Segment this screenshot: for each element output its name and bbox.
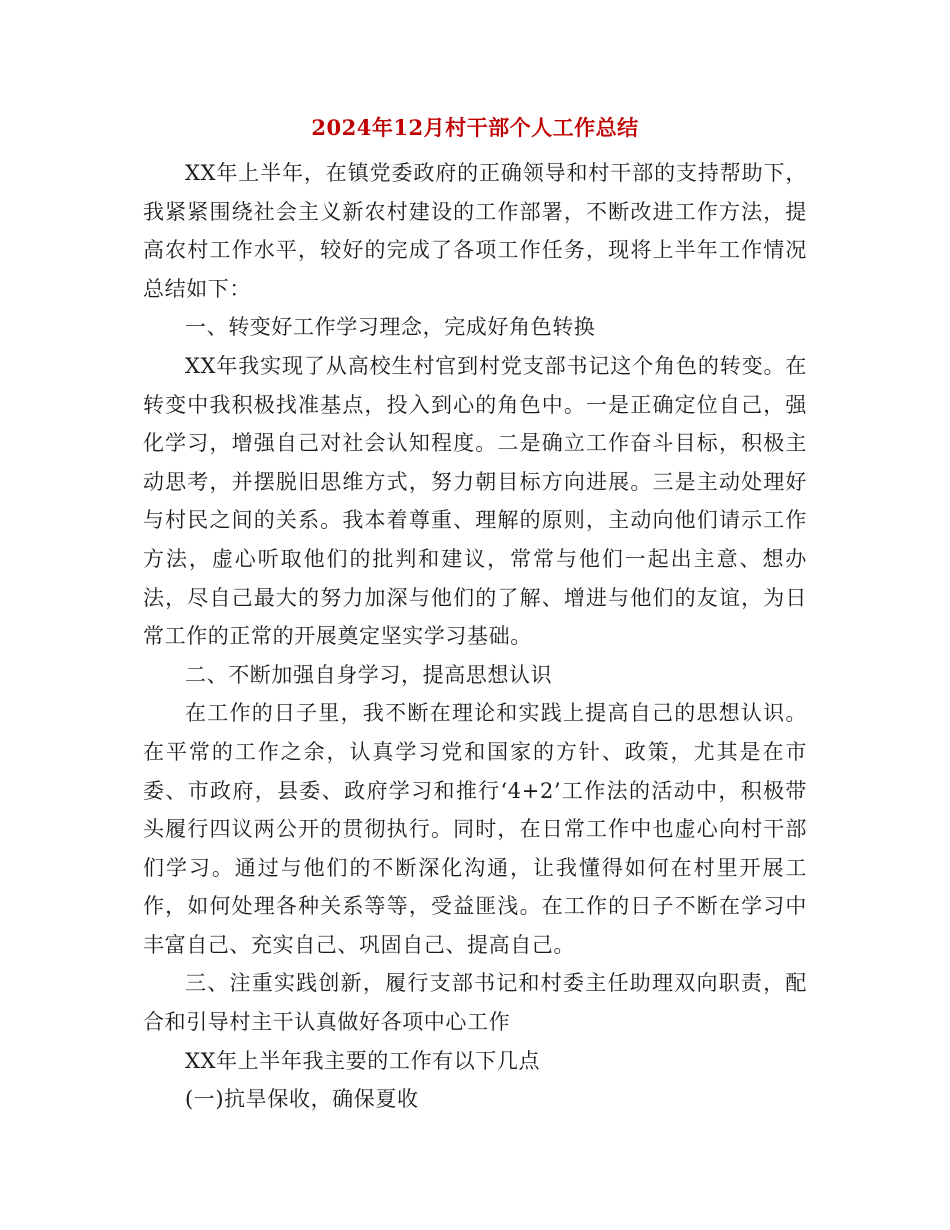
intro-paragraph: XX年上半年，在镇党委政府的正确领导和村干部的支持帮助下，我紧紧围绕社会主义新农村建设的工作部署，不断改进工作方法，提高农村工作水平，较好的完成了各项工作任务，现将上半年工作情况总结如下： [143, 161, 807, 301]
section-3-intro: XX年上半年我主要的工作有以下几点 [185, 1048, 541, 1073]
document-title: 2024年12月村干部个人工作总结 [311, 115, 639, 140]
subsection-heading-1: (一)抗旱保收，确保夏收 [185, 1087, 419, 1112]
section-2-paragraph: 在工作的日子里，我不断在理论和实践上提高自己的思想认识。在平常的工作之余，认真学习党和国家的方针、政策，尤其是在市委、市政府，县委、政府学习和推行‘4+2’工作法的活动中，积极带头履行四议两公开的贯彻执行。同时，在日常工作中也虚心向村干部们学习。通过与他们的不断深化沟通，让我懂得如何在村里开展工作，如何处理各种关系等等，受益匪浅。在工作的日子不断在学习中丰富自己、充实自己、巩固自己、提高自己。 [143, 701, 807, 957]
section-heading-3: 三、注重实践创新，履行支部书记和村委主任助理双向职责，配合和引导村主干认真做好各项中心工作 [143, 971, 807, 1035]
section-1-paragraph: XX年我实现了从高校生村官到村党支部书记这个角色的转变。在转变中我积极找准基点，投入到心的角色中。一是正确定位自己，强化学习，增强自己对社会认知程度。二是确立工作奋斗目标，积极主动思考，并摆脱旧思维方式，努力朝目标方向进展。三是主动处理好与村民之间的关系。我本着尊重、理解的原则，主动向他们请示工作方法，虚心听取他们的批判和建议，常常与他们一起出主意、想办法，尽自己最大的努力加深与他们的了解、增进与他们的友谊，为日常工作的正常的开展奠定坚实学习基础。 [143, 353, 807, 649]
document-body [143, 154, 807, 1119]
section-heading-2: 二、不断加强自身学习，提高思想认识 [185, 662, 553, 687]
section-heading-1: 一、转变好工作学习理念，完成好角色转换 [185, 315, 596, 340]
